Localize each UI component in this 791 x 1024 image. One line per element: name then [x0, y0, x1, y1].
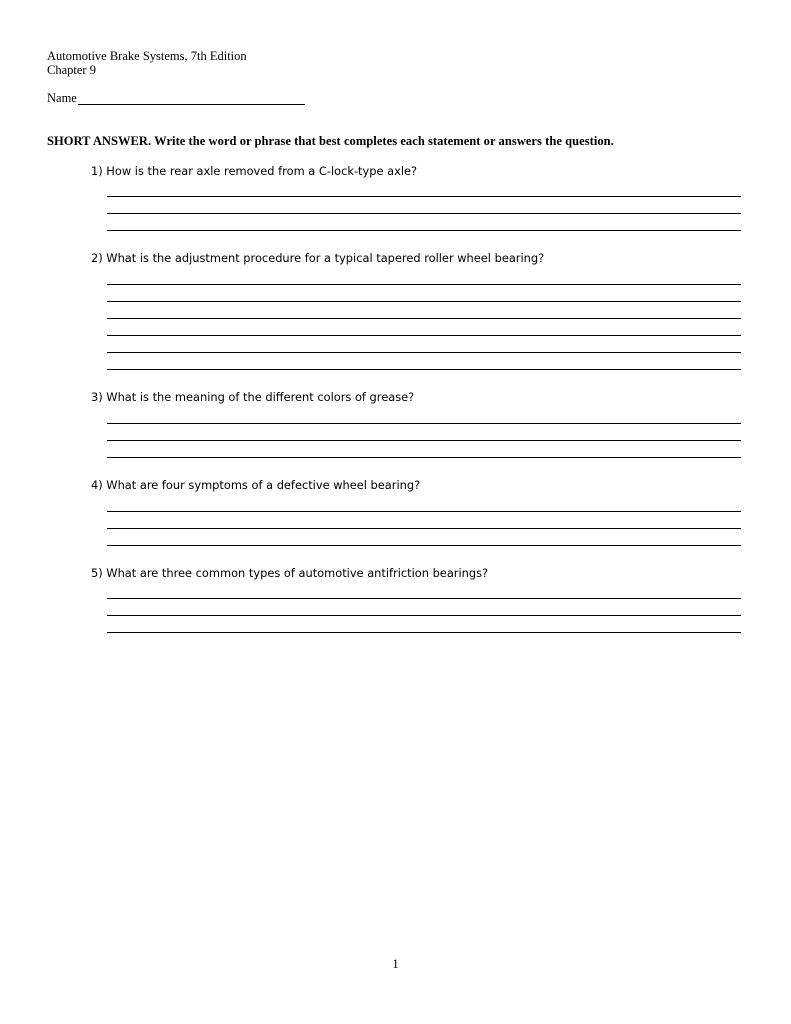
answer-line[interactable]: [107, 335, 741, 336]
name-label: Name: [47, 91, 77, 105]
answer-line[interactable]: [107, 632, 741, 633]
name-blank-line[interactable]: [78, 93, 305, 105]
question-1: 1) How is the rear axle removed from a C-lock-type axle?: [91, 164, 418, 178]
answer-line[interactable]: [107, 213, 741, 214]
answer-line[interactable]: [107, 528, 741, 529]
chapter-label: Chapter 9: [47, 63, 96, 77]
answer-line[interactable]: [107, 318, 741, 319]
question-5: 5) What are three common types of automotive antifriction bearings?: [91, 566, 489, 580]
answer-line[interactable]: [107, 440, 741, 441]
question-2: 2) What is the adjustment procedure for a typical tapered roller wheel bearing?: [91, 251, 545, 265]
answer-line[interactable]: [107, 423, 741, 424]
answer-line[interactable]: [107, 511, 741, 512]
section-instructions: SHORT ANSWER. Write the word or phrase that best completes each statement or answers the question.: [47, 134, 614, 148]
answer-line[interactable]: [107, 457, 741, 458]
book-title: Automotive Brake Systems, 7th Edition: [47, 49, 247, 63]
question-4: 4) What are four symptoms of a defective wheel bearing?: [91, 478, 421, 492]
answer-line[interactable]: [107, 369, 741, 370]
answer-line[interactable]: [107, 284, 741, 285]
question-3: 3) What is the meaning of the different colors of grease?: [91, 390, 415, 404]
answer-line[interactable]: [107, 196, 741, 197]
answer-line[interactable]: [107, 598, 741, 599]
answer-line[interactable]: [107, 352, 741, 353]
answer-line[interactable]: [107, 615, 741, 616]
answer-line[interactable]: [107, 301, 741, 302]
answer-line[interactable]: [107, 230, 741, 231]
name-field-row: [47, 91, 305, 105]
page-number: 1: [392, 957, 399, 971]
answer-line[interactable]: [107, 545, 741, 546]
